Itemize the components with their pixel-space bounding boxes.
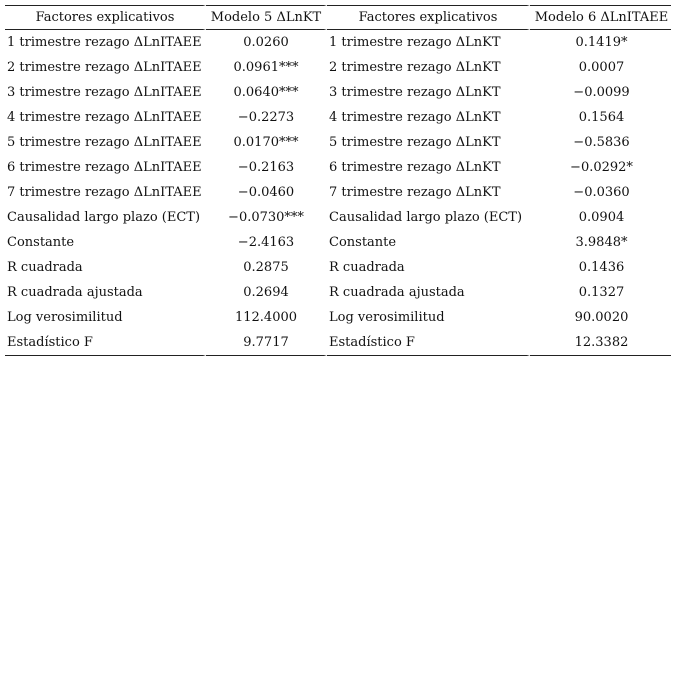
regression-table-container — [5, 5, 671, 356]
table-row — [5, 130, 671, 155]
row-value-modelo-6: −0.5836 — [573, 135, 630, 150]
table-row — [5, 205, 671, 230]
row-value-modelo-6: 3.9848* — [575, 235, 628, 250]
row-value-modelo-6: 0.1436 — [578, 260, 625, 275]
row-factor-modelo-6: 7 trimestre rezago ΔLnKT — [327, 180, 530, 205]
row-factor-modelo-6: 1 trimestre rezago ΔLnKT — [327, 30, 530, 55]
table-row — [5, 230, 671, 255]
table-row — [5, 330, 671, 356]
row-value-modelo-5: 112.4000 — [206, 305, 327, 330]
table-row — [5, 305, 671, 330]
row-factor-modelo-6: Log verosimilitud — [327, 305, 530, 330]
row-factor-modelo-5: 3 trimestre rezago ΔLnITAEE — [5, 80, 206, 105]
table-header-row — [5, 5, 671, 30]
table-row — [5, 280, 671, 305]
row-value-modelo-5: −0.0460 — [206, 180, 327, 205]
row-factor-modelo-5: 5 trimestre rezago ΔLnITAEE — [5, 130, 206, 155]
row-value-modelo-5: −0.2273 — [206, 105, 327, 130]
table-row — [5, 180, 671, 205]
row-factor-modelo-5: 7 trimestre rezago ΔLnITAEE — [5, 180, 206, 205]
row-factor-modelo-6: 6 trimestre rezago ΔLnKT — [327, 155, 530, 180]
row-factor-modelo-5: 2 trimestre rezago ΔLnITAEE — [5, 55, 206, 80]
table-row — [5, 105, 671, 130]
row-value-modelo-5: −0.2163 — [206, 155, 327, 180]
table-row — [5, 55, 671, 80]
row-value-modelo-6: 90.0020 — [574, 310, 629, 325]
row-value-modelo-5: 0.2875 — [206, 255, 327, 280]
row-value-modelo-6: 0.0007 — [578, 60, 625, 75]
row-factor-modelo-6: Causalidad largo plazo (ECT) — [327, 205, 530, 230]
row-value-modelo-5: 0.2694 — [206, 280, 327, 305]
row-factor-modelo-6: 5 trimestre rezago ΔLnKT — [327, 130, 530, 155]
row-factor-modelo-5: 6 trimestre rezago ΔLnITAEE — [5, 155, 206, 180]
row-factor-modelo-5: 1 trimestre rezago ΔLnITAEE — [5, 30, 206, 55]
row-value-modelo-5: 0.0640*** — [206, 80, 327, 105]
header-modelo-6: Modelo 6 ΔLnITAEE — [530, 5, 671, 30]
row-value-modelo-5: −2.4163 — [206, 230, 327, 255]
header-factores-modelo-5: Factores explicativos — [5, 5, 206, 30]
row-value-modelo-6: −0.0360 — [573, 185, 630, 200]
row-factor-modelo-6: Constante — [327, 230, 530, 255]
row-factor-modelo-6: R cuadrada — [327, 255, 530, 280]
row-value-modelo-6: 0.0904 — [578, 210, 625, 225]
row-value-modelo-5: −0.0730*** — [206, 205, 327, 230]
row-factor-modelo-6: 2 trimestre rezago ΔLnKT — [327, 55, 530, 80]
regression-table — [5, 5, 671, 356]
row-factor-modelo-5: Constante — [5, 230, 206, 255]
row-value-modelo-6: −0.0099 — [573, 85, 630, 100]
row-factor-modelo-5: 4 trimestre rezago ΔLnITAEE — [5, 105, 206, 130]
row-value-modelo-5: 9.7717 — [206, 330, 327, 356]
table-row — [5, 80, 671, 105]
table-row — [5, 255, 671, 280]
row-value-modelo-5: 0.0961*** — [206, 55, 327, 80]
row-factor-modelo-6: 4 trimestre rezago ΔLnKT — [327, 105, 530, 130]
row-factor-modelo-5: R cuadrada — [5, 255, 206, 280]
row-factor-modelo-5: Causalidad largo plazo (ECT) — [5, 205, 206, 230]
header-factores-modelo-6: Factores explicativos — [327, 5, 530, 30]
row-value-modelo-6: 12.3382 — [530, 330, 671, 356]
table-row — [5, 30, 671, 55]
row-value-modelo-6: −0.0292* — [570, 160, 633, 175]
row-factor-modelo-5: R cuadrada ajustada — [5, 280, 206, 305]
row-factor-modelo-6: 3 trimestre rezago ΔLnKT — [327, 80, 530, 105]
row-value-modelo-5: 0.0170*** — [206, 130, 327, 155]
table-body — [5, 30, 671, 356]
row-factor-modelo-6: Estadístico F — [327, 330, 530, 356]
row-value-modelo-5: 0.0260 — [206, 30, 327, 55]
table-row — [5, 155, 671, 180]
row-factor-modelo-5: Log verosimilitud — [5, 305, 206, 330]
row-value-modelo-6: 0.1419* — [575, 35, 628, 50]
row-value-modelo-6: 0.1564 — [578, 110, 625, 125]
row-factor-modelo-6: R cuadrada ajustada — [327, 280, 530, 305]
row-factor-modelo-5: Estadístico F — [5, 330, 206, 356]
header-modelo-5: Modelo 5 ΔLnKT — [206, 5, 327, 30]
row-value-modelo-6: 0.1327 — [578, 285, 625, 300]
